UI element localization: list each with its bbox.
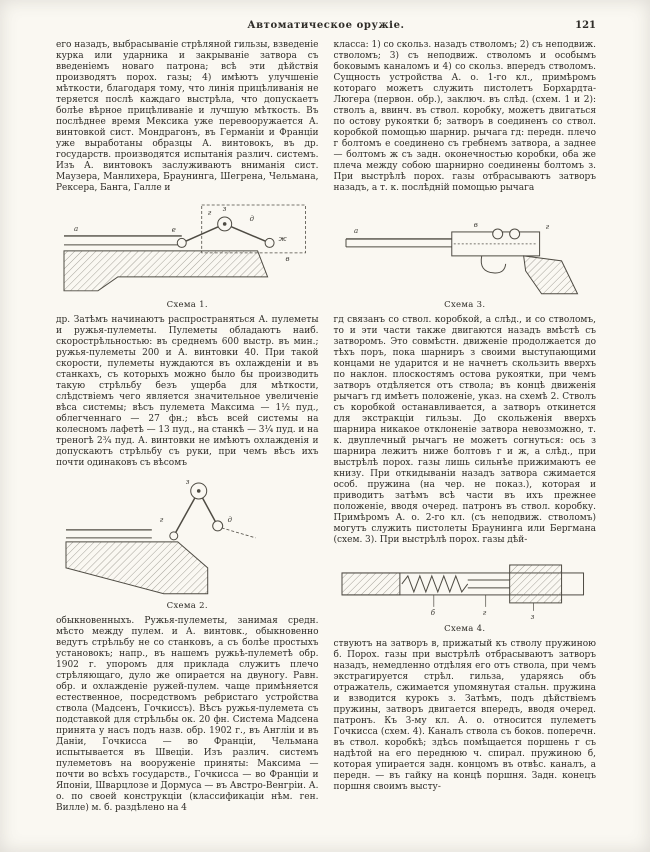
- schema-3-figure: [334, 199, 597, 311]
- fig1-label: г: [207, 208, 212, 217]
- paragraph: класса: 1) со скольз. назадъ стволомъ; 2) съ неподвиж. стволомъ; 3) съ неподвиж. стволомъ и особымъ боковымъ каналомъ и 4) со скольз. впередъ стволомъ. Сущность устройства А. о. 1-го кл., примѣромъ котораго можетъ служить пистолетъ Борхардта-Люгера (первон. обр.), заключ. въ слѣд. (схем. 1 и 2): стволъ а, ввинч. въ ствол. коробку, можетъ двигаться по остову рукоятки б; затворъ в соединенъ со ствол. коробкой помощью шарнир. рычага гд: передн. плечо г болтомъ е соединено съ гребнемъ затвора, а заднее — болтомъ ж съ задн. оконечностью коробки, оба же плеча между собою шарнирно соединены болтомъ з. При выстрѣлѣ порох. газы отбрасываютъ затворъ назадъ, а т. к. послѣдній помощью рычага: [333, 40, 596, 193]
- fig1-label: в: [285, 254, 290, 263]
- fig2-label: з: [185, 477, 190, 486]
- running-head: Автоматическое оружіе.: [247, 20, 405, 31]
- left-column: [56, 40, 319, 814]
- fig3-label: в: [473, 220, 478, 229]
- schema-1-figure: [56, 199, 319, 311]
- schema-3-caption: Схема 3.: [444, 299, 486, 310]
- paragraph: его назадъ, выбрасываніе стрѣляной гильзы, взведеніе курка или ударника и закрываніе затвора съ введеніемъ новаго патрона; всѣ эти дѣйствія производятъ порох. газы; 4) имѣютъ улучшеніе мѣткости, благодаря тому, что линія прицѣливанія не теряется послѣ каждаго выстрѣла, что допускаетъ болѣе вѣрное прицѣливаніе и лучшую мѣткость. Въ послѣднее время Мексика уже перевооружается А. винтовкой сист. Мондрагонъ, въ Германіи и Франціи уже выработаны образцы А. винтовокъ, въ др. государств. производятся испытанія различ. системъ. Изъ А. винтовокъ заслуживаютъ вниманія сист. Маузера, Манлихера, Браунинга, Шегрена, Чельмана, Рексера, Банга, Галле и: [56, 40, 319, 193]
- fig1-label: ж: [278, 234, 287, 243]
- schema-2-drawing: [56, 474, 319, 600]
- fig3-label: г: [545, 222, 549, 231]
- schema-1-caption: Схема 1.: [166, 299, 208, 310]
- right-column: [334, 40, 597, 814]
- schema-2-caption: Схема 2.: [166, 600, 208, 611]
- page-header: [56, 20, 596, 31]
- fig2-label: г: [159, 515, 164, 524]
- fig1-label: з: [222, 204, 227, 213]
- paragraph: обыкновенныхъ. Ружья-пулеметы, занимая средн. мѣсто между пулем. и А. винтовк., обыкновенно ведутъ стрѣльбу не со станковъ, а съ болѣе простыхъ установокъ; напр., въ нашемъ ружьѣ-пулеметѣ обр. 1902 г. упоромъ для приклада служитъ плечо стрѣляющаго, дуло же опирается на двуногу. Равн. обр. и охлажденіе ружей-пулем. чаще примѣняется естественное, посредствомъ ребристаго устройства ствола (Мадсенъ, Гочкиссъ). Вѣсъ ружья-пулемета съ подставкой для стрѣльбы ок. 20 фн. Система Мадсена принята у насъ подъ назв. обр. 1902 г., въ Англіи и въ Даніи, Гочкисса — во Франціи, Чельмана испытывается въ Швеціи. Изъ различ. системъ пулеметовъ на вооруженіе приняты: Максима — почти во всѣхъ государств., Гочкисса — во Франціи и Японіи, Шварцлозе и Дормуса — въ Австро-Венгріи. А. о. по своей конструкціи (классификаціи нѣм. ген. Вилле) м. б. раздѣлено на 4: [56, 615, 319, 813]
- paragraph: др. Затѣмъ начинаютъ распространяться А. пулеметы и ружья-пулеметы. Пулеметы обладаютъ наиб. скорострѣльностью: въ среднемъ 600 выстр. въ мин.; ружья-пулеметы 200 и А. винтовки 40. При такой скорости, пулеметы нуждаются въ охлажденіи и въ станкахъ, съ которыхъ можно было бы производить такую стрѣльбу безъ ущерба для мѣткости, слѣдствіемъ чего является значительное увеличеніе вѣса системы; вѣсъ пулемета Максима — 1½ пуд., облегченнаго — 27 фн.; вѣсъ всей системы на колесномъ лафетѣ — 13 пуд., на станкѣ — 3¼ пуд. и на треногѣ 2¾ пуд. А. винтовки не имѣютъ охлажденія и допускаютъ стрѣльбу съ руки, при чемъ вѣсъ ихъ почти одинаковъ съ вѣсомъ: [56, 314, 319, 468]
- schema-4-figure: [334, 551, 597, 635]
- schema-4-drawing: [334, 551, 597, 623]
- fig4-label: з: [530, 612, 534, 621]
- schema-1-drawing: [56, 199, 319, 299]
- fig1-label: а: [73, 224, 79, 233]
- fig1-label: д: [249, 214, 255, 223]
- schema-4-caption: Схема 4.: [444, 623, 486, 634]
- fig4-label: б: [430, 608, 435, 617]
- fig1-label: е: [171, 225, 176, 234]
- schema-3-drawing: [334, 199, 597, 299]
- paragraph: гд связанъ со ствол. коробкой, а слѣд., и со стволомъ, то и эти части также двигаются назадъ вмѣстѣ съ затворомъ. Это совмѣстн. движеніе продолжается до тѣхъ поръ, пока шарниръ з своими выступающими концами не ударится и не начнетъ скользить вверхъ по наклон. плоскостямъ остова рукоятки, при чемъ затворъ отдѣляется отъ ствола; въ концѣ движенія рычагъ гд имѣетъ положеніе, указ. на схемѣ 2. Стволъ съ коробкой останавливается, а затворъ откинется для экстракціи гильзы. До скольженія вверхъ шарнира никакое отклоненіе затвора невозможно, т. к. двуплечный рычагъ не можетъ согнуться: ось з шарнира лежитъ ниже болтовъ г и ж, а слѣд., при выстрѣлѣ порох. газы лишь сильнѣе прижимаютъ ее книзу. При откидываніи назадъ затвора сжимается особ. пружина (на чер. не показ.), которая и приводитъ затѣмъ всѣ части въ ихъ прежнее положеніе, вводя очеред. патронъ въ ствол. коробку. Примѣромъ А. о. 2-го кл. (съ неподвиж. стволомъ) могутъ служить пистолеты Браунинга или Бергмана (схем. 3). При выстрѣлѣ порох. газы дѣй-: [333, 314, 596, 545]
- schema-2-figure: [56, 474, 319, 612]
- fig3-label: а: [353, 226, 358, 235]
- page-number: 121: [575, 20, 596, 31]
- paragraph: ствуютъ на затворъ в, прижатый къ стволу пружиною б. Порох. газы при выстрѣлѣ отбрасываютъ затворъ назадъ, немедленно отдѣляя его отъ ствола, при чемъ экстрагируется стрѣл. гильза, ударяясь объ отражатель, сжимается упомянутая стальн. пружина и взводится курокъ з. Затѣмъ, подъ дѣйствіемъ пружины, затворъ двигается впередъ, вводя очеред. патронъ. Къ 3-му кл. А. о. относится пулеметъ Гочкисса (схем. 4). Каналъ ствола съ боков. поперечн. въ ствол. коробкѣ; здѣсь помѣщается поршень г съ надѣтой на его переднюю ч. спирал. пружиною б, которая упирается задн. концомъ въ отвѣс. каналъ, а передн. — въ гайку на концѣ поршня. Задн. конецъ поршня своимъ высту-: [333, 638, 596, 792]
- fig4-label: г: [482, 608, 486, 617]
- text-columns: [56, 40, 596, 814]
- fig2-label: д: [227, 515, 233, 524]
